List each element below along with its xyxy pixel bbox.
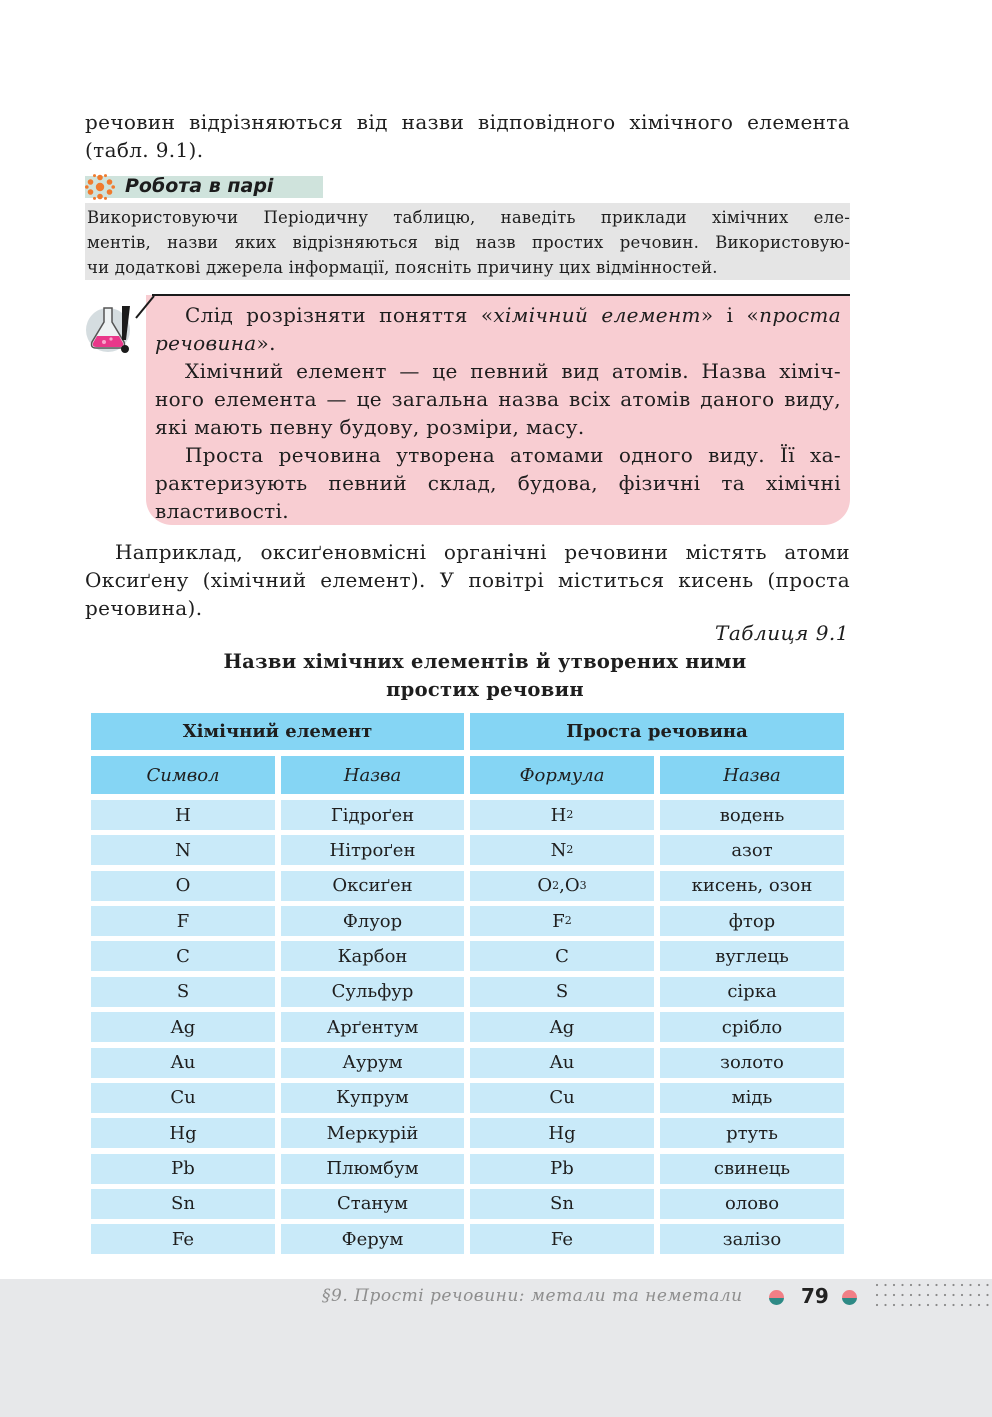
- formula-symbol: Cu: [549, 1087, 575, 1109]
- note-p2-line-2: ного елемента — це загальна назва всіх атомів даного виду,: [155, 387, 841, 411]
- footer-dot: [918, 1294, 920, 1296]
- note-p3-line-3: властивості.: [155, 499, 290, 523]
- pair-work-line-2: ментів, назви яких відрізняються від назв простих речовин. Використовую-: [87, 233, 850, 252]
- footer-dot: [876, 1284, 878, 1286]
- cell-substance-name: залізо: [660, 1224, 844, 1254]
- cell-symbol: F: [91, 906, 275, 936]
- footer-dot: [901, 1304, 903, 1306]
- footer-dot: [978, 1284, 980, 1286]
- note-p3-line-2: рактеризують певний склад, будова, фізичні та хімічні: [155, 471, 841, 495]
- cell-element-name: Сульфур: [281, 977, 464, 1007]
- footer-dot: [918, 1304, 920, 1306]
- footer-dot-right: [842, 1290, 857, 1305]
- cell-element-name: Карбон: [281, 941, 464, 971]
- cell-substance-name: водень: [660, 800, 844, 830]
- cell-formula: [470, 1189, 654, 1219]
- cell-substance-name: вуглець: [660, 941, 844, 971]
- cell-element-name: Ферум: [281, 1224, 464, 1254]
- formula-symbol: H: [550, 804, 567, 826]
- footer-dot: [884, 1304, 886, 1306]
- cell-element-name: Купрум: [281, 1083, 464, 1113]
- cell-symbol: Fe: [91, 1224, 275, 1254]
- table-subheader-symbol: Символ: [91, 756, 275, 794]
- cell-element-name: Меркурій: [281, 1118, 464, 1148]
- cell-substance-name: фтор: [660, 906, 844, 936]
- footer-dot: [876, 1294, 878, 1296]
- footer-dot: [918, 1284, 920, 1286]
- footer-dot: [952, 1294, 954, 1296]
- footer-dot: [961, 1284, 963, 1286]
- cell-symbol: H: [91, 800, 275, 830]
- note-p3-line-1: Проста речовина утворена атомами одного виду. Її ха-: [185, 443, 841, 467]
- cell-element-name: Плюмбум: [281, 1154, 464, 1184]
- table-title-line-2: простих речовин: [386, 678, 584, 701]
- footer-dot: [927, 1294, 929, 1296]
- note-p1-line-1: [155, 301, 841, 330]
- pair-work-header: [85, 176, 323, 198]
- cell-element-name: Нітроґен: [281, 835, 464, 865]
- formula-symbol: ,: [559, 875, 565, 897]
- cell-formula: F 2: [470, 906, 654, 936]
- page-number: 79: [801, 1284, 829, 1308]
- footer-dot: [969, 1284, 971, 1286]
- cell-formula: [470, 1083, 654, 1113]
- pair-work-title: Робота в парі: [125, 175, 274, 197]
- formula-symbol: S: [555, 981, 569, 1003]
- cell-formula: H 2: [470, 800, 654, 830]
- footer-dot: [901, 1284, 903, 1286]
- formula-symbol: Ag: [549, 1016, 575, 1038]
- cell-symbol: S: [91, 977, 275, 1007]
- footer-dot: [969, 1294, 971, 1296]
- example-line-1: Наприклад, оксиґеновмісні органічні речовини містять атоми: [115, 540, 850, 564]
- formula-symbol: F: [552, 910, 565, 932]
- cell-formula: [470, 1048, 654, 1078]
- formula-symbol: N: [550, 839, 567, 861]
- cell-element-name: Станум: [281, 1189, 464, 1219]
- cell-symbol: Sn: [91, 1189, 275, 1219]
- footer-dot: [978, 1304, 980, 1306]
- cell-formula: [470, 1012, 654, 1042]
- footer-dot: [961, 1294, 963, 1296]
- footer-section-title: §9. Прості речовини: метали та неметали: [322, 1286, 743, 1306]
- cell-substance-name: сірка: [660, 977, 844, 1007]
- molecule-cluster-icon: [85, 174, 115, 200]
- footer-dot: [910, 1294, 912, 1296]
- cell-symbol: O: [91, 871, 275, 901]
- example-line-3: речовина).: [85, 596, 203, 620]
- footer-dot: [986, 1294, 988, 1296]
- footer-dot: [978, 1294, 980, 1296]
- footer-dot: [884, 1284, 886, 1286]
- footer-dot: [893, 1284, 895, 1286]
- footer-dot: [944, 1304, 946, 1306]
- footer-dot: [935, 1304, 937, 1306]
- table-title-line-1: Назви хімічних елементів й утворених ними: [223, 650, 747, 673]
- cell-symbol: C: [91, 941, 275, 971]
- table-caption: Таблиця 9.1: [715, 621, 849, 645]
- cell-symbol: N: [91, 835, 275, 865]
- footer-dot: [935, 1294, 937, 1296]
- footer-dot: [927, 1284, 929, 1286]
- cell-symbol: Au: [91, 1048, 275, 1078]
- note-p2-line-1: Хімічний елемент — це певний вид атомів. Назва хіміч-: [185, 359, 841, 383]
- formula-symbol: Au: [549, 1052, 575, 1073]
- intro-line-1: речовин відрізняються від назви відповідного хімічного елемента: [85, 110, 850, 134]
- note-p2-line-3: які мають певну будову, розміри, масу.: [155, 415, 585, 439]
- formula-symbol: Fe: [550, 1228, 574, 1250]
- note-p1-line-2: [155, 329, 841, 358]
- formula-symbol: O: [564, 875, 580, 897]
- pair-work-line-3: чи додаткові джерела інформації, поясніть причину цих відмінностей.: [87, 258, 718, 277]
- cell-substance-name: кисень, озон: [660, 871, 844, 901]
- cell-formula: [470, 941, 654, 971]
- term-simple-substance: проста: [759, 303, 842, 327]
- table-subheader-formula: Формула: [470, 756, 654, 794]
- cell-formula: [470, 977, 654, 1007]
- cell-substance-name: мідь: [660, 1083, 844, 1113]
- footer-dot: [969, 1304, 971, 1306]
- term-chemical-element: хімічний елемент: [493, 303, 701, 327]
- table-subheader-substance-name: Назва: [660, 756, 844, 794]
- cell-symbol: Cu: [91, 1083, 275, 1113]
- footer-dot: [893, 1304, 895, 1306]
- note-text-fragment: ».: [256, 331, 276, 355]
- footer-dot: [876, 1304, 878, 1306]
- table-group-header-element: Хімічний елемент: [91, 713, 464, 750]
- cell-element-name: Аурум: [281, 1048, 464, 1078]
- cell-substance-name: азот: [660, 835, 844, 865]
- footer-dot: [944, 1294, 946, 1296]
- footer-dot: [910, 1304, 912, 1306]
- formula-symbol: C: [555, 945, 569, 967]
- footer-dot: [961, 1304, 963, 1306]
- footer-dot: [952, 1284, 954, 1286]
- term-simple-substance-cont: речовина: [155, 331, 257, 355]
- cell-formula: [470, 1224, 654, 1254]
- cell-symbol: Hg: [91, 1118, 275, 1148]
- cell-formula: O 2 , O 3: [470, 871, 654, 901]
- footer-dot-pattern: [874, 1282, 992, 1310]
- cell-substance-name: ртуть: [660, 1118, 844, 1148]
- footer-dot: [884, 1294, 886, 1296]
- note-text-fragment: » і «: [700, 303, 760, 327]
- cell-formula: [470, 1118, 654, 1148]
- table-group-header-substance: Проста речовина: [470, 713, 844, 750]
- formula-symbol: Hg: [548, 1122, 576, 1144]
- footer-dot: [901, 1294, 903, 1296]
- cell-element-name: Оксиґен: [281, 871, 464, 901]
- cell-substance-name: олово: [660, 1189, 844, 1219]
- flask-exclamation-icon: [84, 296, 160, 366]
- cell-substance-name: свинець: [660, 1154, 844, 1184]
- cell-formula: N 2: [470, 835, 654, 865]
- footer-dot: [944, 1284, 946, 1286]
- footer-dot-left: [769, 1290, 784, 1305]
- footer-dot: [952, 1304, 954, 1306]
- footer-dot: [986, 1304, 988, 1306]
- footer-dot: [910, 1284, 912, 1286]
- table-subheader-element-name: Назва: [281, 756, 464, 794]
- formula-symbol: Pb: [550, 1158, 574, 1179]
- cell-element-name: Флуор: [281, 906, 464, 936]
- cell-substance-name: срібло: [660, 1012, 844, 1042]
- formula-symbol: Sn: [550, 1193, 574, 1215]
- cell-symbol: Pb: [91, 1154, 275, 1184]
- example-line-2: Оксиґену (хімічний елемент). У повітрі міститься кисень (проста: [85, 568, 850, 592]
- cell-formula: [470, 1154, 654, 1184]
- note-top-rule: [152, 294, 850, 296]
- pair-work-line-1: Використовуючи Періодичну таблицю, наведіть приклади хімічних еле-: [87, 208, 850, 227]
- note-text-fragment: Слід розрізняти поняття «: [185, 303, 494, 327]
- formula-symbol: O: [537, 875, 553, 897]
- footer-dot: [935, 1284, 937, 1286]
- cell-substance-name: золото: [660, 1048, 844, 1078]
- footer-dot: [893, 1294, 895, 1296]
- cell-element-name: Гідроґен: [281, 800, 464, 830]
- footer-dot: [927, 1304, 929, 1306]
- intro-line-2: (табл. 9.1).: [85, 138, 204, 162]
- cell-element-name: Арґентум: [281, 1012, 464, 1042]
- footer-dot: [986, 1284, 988, 1286]
- cell-symbol: Ag: [91, 1012, 275, 1042]
